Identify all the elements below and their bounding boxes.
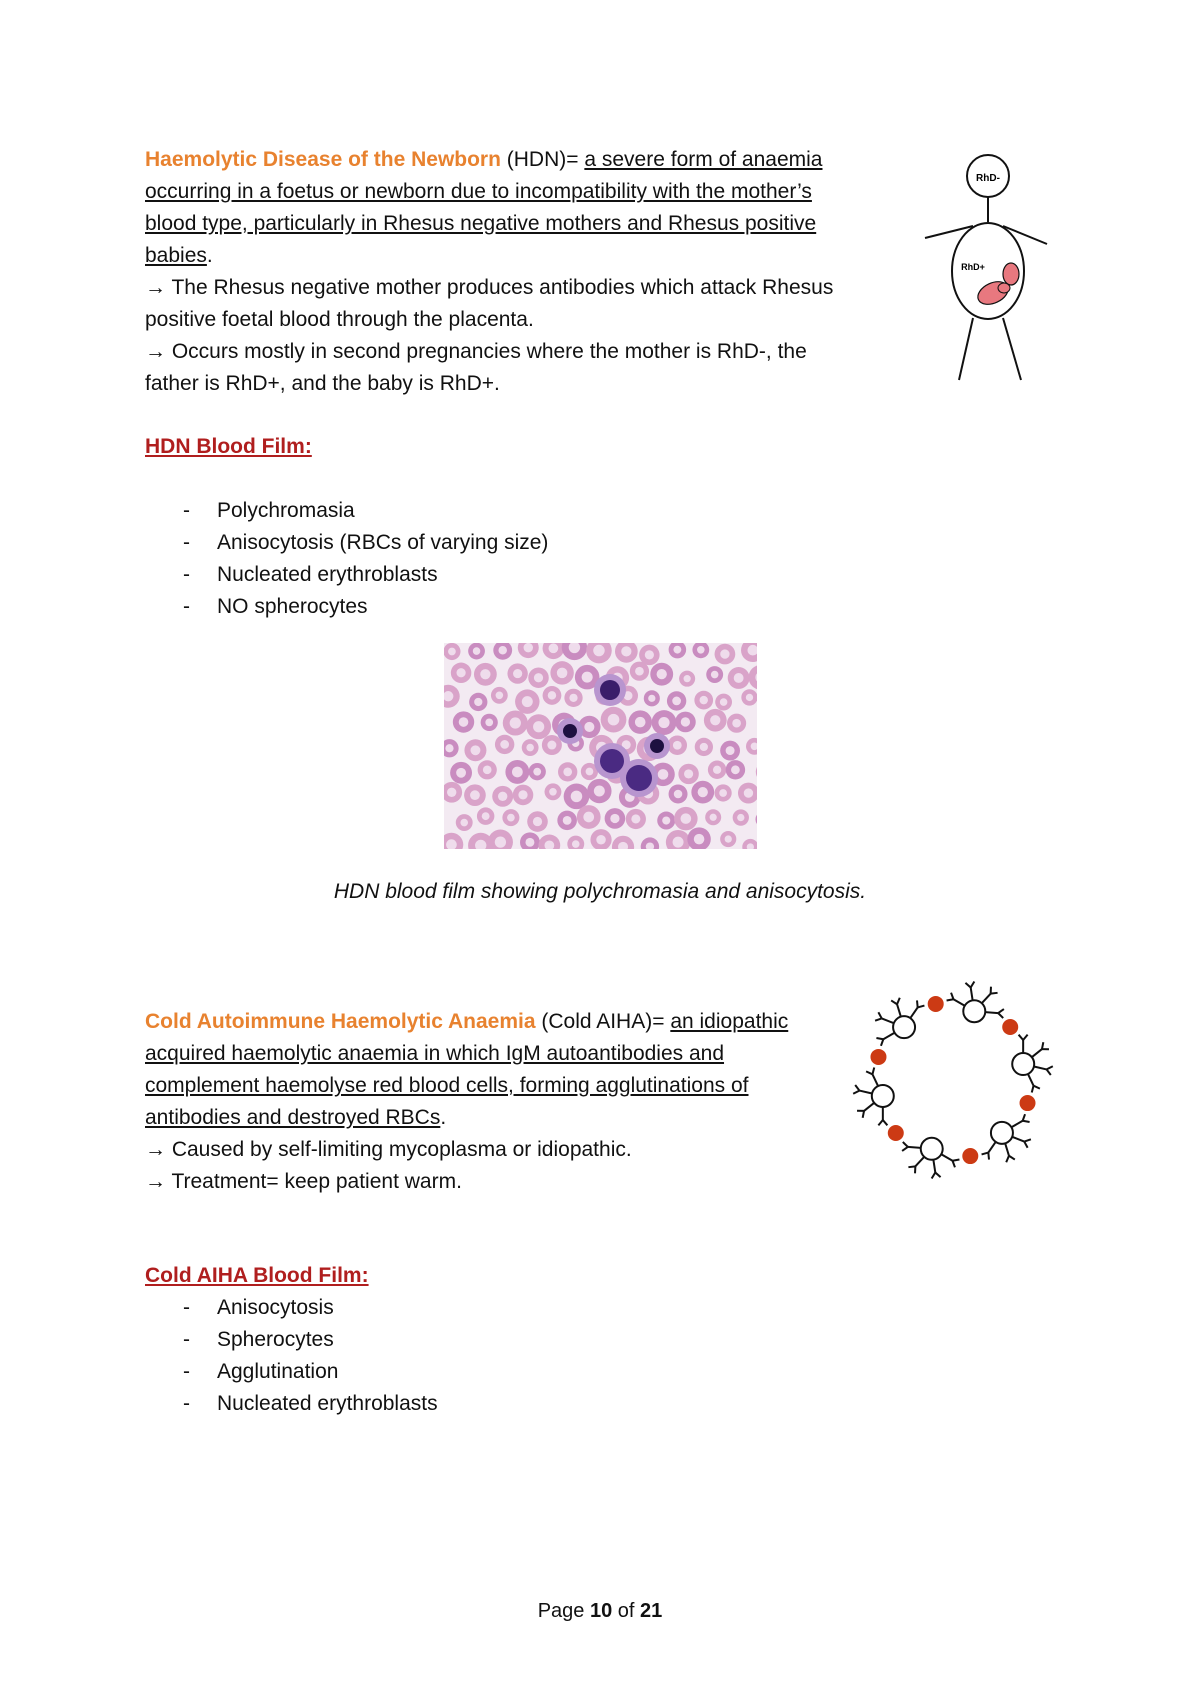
red-blood-cell-pallor xyxy=(746,694,753,701)
antibody-arm xyxy=(1028,1074,1034,1086)
red-blood-cell-pallor xyxy=(470,790,480,800)
antibody-arm xyxy=(971,982,975,988)
antibody-arm xyxy=(998,1013,1003,1018)
red-blood-cell-pallor xyxy=(498,646,506,654)
antibody-arm xyxy=(947,999,954,1000)
red-blood-cell-pallor xyxy=(563,768,572,777)
red-blood-cell-pallor xyxy=(456,668,465,677)
cold-def-line: antibodies and destroyed RBCs xyxy=(145,1106,441,1129)
antibody-arm xyxy=(859,1091,872,1094)
head-label: RhD- xyxy=(976,173,1000,184)
hdn-film-heading: HDN Blood Film: xyxy=(145,435,312,458)
red-blood-cell-pallor xyxy=(549,643,559,653)
red-blood-cell-pallor xyxy=(473,647,481,655)
red-blood-cell-pallor xyxy=(445,744,453,752)
hdn-point: → Occurs mostly in second pregnancies where the mother is RhD-, the xyxy=(145,340,807,363)
red-blood-cell-pallor xyxy=(480,669,490,679)
erythroblast-nucleus xyxy=(600,680,620,700)
red-blood-cell-pallor xyxy=(563,816,572,825)
antibody-arm xyxy=(855,1085,859,1091)
red-blood-cell-pallor xyxy=(720,698,728,706)
hdn-def-line: blood type, particularly in Rhesus negative mothers and Rhesus positive xyxy=(145,212,817,235)
red-blood-cell-pallor xyxy=(483,765,492,774)
red-blood-cell-pallor xyxy=(533,768,541,776)
cold-point: → Treatment= keep patient warm. xyxy=(145,1170,462,1193)
red-blood-cell-pallor xyxy=(456,768,466,778)
hdn-film-list xyxy=(145,495,548,623)
antibody-arm xyxy=(932,1173,936,1179)
pregnancy-diagram xyxy=(915,148,1055,388)
red-blood-cell-pallor xyxy=(507,814,515,822)
red-blood-cell-pallor xyxy=(672,697,681,706)
red-blood-cell-pallor xyxy=(648,695,655,702)
red-blood-cell-pallor xyxy=(470,745,480,755)
red-blood-cell-pallor xyxy=(673,646,681,654)
hdn-def-period: . xyxy=(206,244,213,267)
cold-point: → Caused by self-limiting mycoplasma or idiopathic. xyxy=(145,1138,632,1161)
red-blood-cell-pallor xyxy=(674,790,683,799)
red-blood-cell-pallor xyxy=(522,696,533,707)
complement-dot xyxy=(888,1125,904,1141)
antibody-arm xyxy=(908,1147,921,1148)
red-blood-cell-pallor xyxy=(525,838,534,847)
antibody-arm xyxy=(953,999,964,1005)
agglutination-diagram xyxy=(848,975,1058,1185)
list-item: - NO spherocytes xyxy=(183,595,368,618)
red-blood-cell-pallor xyxy=(608,714,620,726)
antibody-arm xyxy=(953,1159,960,1160)
hdn-def-line: babies xyxy=(145,244,207,267)
antibody-arm xyxy=(902,1147,908,1151)
antibody-arm xyxy=(875,1018,882,1020)
red-blood-cell-pallor xyxy=(681,813,692,824)
antibody-arm xyxy=(878,1012,881,1018)
antibody-arm xyxy=(991,993,998,994)
red-blood-cell-pallor xyxy=(510,717,521,728)
red-blood-cell-pallor xyxy=(583,812,594,823)
antibody-arm xyxy=(982,994,991,1004)
hdn-film-section xyxy=(145,431,312,463)
red-blood-cell-pallor xyxy=(645,650,654,659)
red-blood-cell-pallor xyxy=(658,717,669,728)
red-blood-cell-pallor xyxy=(635,667,644,676)
antibody-arm xyxy=(917,1000,918,1007)
red-blood-cell-pallor xyxy=(713,766,721,774)
antibody-arm xyxy=(878,1120,882,1125)
red-blood-cell-pallor xyxy=(700,696,708,704)
antibody-arm xyxy=(918,1006,925,1008)
red-blood-cell-pallor xyxy=(512,767,523,778)
antibody-arm xyxy=(883,1120,888,1125)
antibody-arm xyxy=(988,1142,995,1153)
antibody-arm xyxy=(1024,1139,1031,1141)
antibody-arm xyxy=(971,987,973,1000)
list-item: - Agglutination xyxy=(183,1360,339,1383)
antibody-arm xyxy=(872,1068,874,1075)
antibody-arm xyxy=(1005,1143,1009,1155)
antibody-arm xyxy=(897,998,900,1004)
list-item: - Anisocytosis (RBCs of varying size) xyxy=(183,531,549,554)
antibody-arm xyxy=(1032,1086,1034,1093)
antibody-arm xyxy=(1032,1049,1042,1057)
red-blood-cell-pallor xyxy=(635,717,646,728)
erythroblast-nucleus xyxy=(563,724,577,738)
antibody-arm xyxy=(953,1161,955,1168)
red-blood-cell-pallor xyxy=(594,786,605,797)
antibody-arm xyxy=(1034,1067,1047,1070)
hdn-abbr: (HDN)= xyxy=(500,148,585,171)
red-blood-cell-pallor xyxy=(485,719,493,727)
antibody-arm xyxy=(866,1071,872,1074)
red-blood-cell-pallor xyxy=(719,789,727,797)
cold-film-heading: Cold AIHA Blood Film: xyxy=(145,1264,369,1287)
rbc-circle xyxy=(872,1085,894,1107)
antibody-arm xyxy=(982,1153,989,1155)
antibody-arm xyxy=(1012,1137,1024,1142)
red-blood-cell-pallor xyxy=(513,669,522,678)
red-blood-cell-pallor xyxy=(744,788,753,797)
page-footer: Page 10 of 21 xyxy=(537,1600,663,1622)
cold-aiha-definition xyxy=(145,1006,825,1198)
page-total: 21 xyxy=(640,1600,663,1622)
red-blood-cell-pallor xyxy=(732,719,741,728)
cold-aiha-abbr: (Cold AIHA)= xyxy=(535,1010,671,1033)
body-label: RhD+ xyxy=(961,262,985,272)
antibody-arm xyxy=(935,1173,940,1178)
red-blood-cell-pallor xyxy=(533,721,544,732)
red-blood-cell-pallor xyxy=(731,765,740,774)
antibody-arm xyxy=(897,1004,901,1016)
red-blood-cell-pallor xyxy=(737,814,744,821)
hdn-film-caption: HDN blood film showing polychromasia and anisocytosis. xyxy=(333,880,867,903)
antibody-arm xyxy=(998,1009,1004,1013)
red-blood-cell-pallor xyxy=(447,788,456,797)
antibody-arm xyxy=(933,1160,935,1173)
red-blood-cell-pallor xyxy=(725,835,732,842)
hdn-point: positive foetal blood through the placenta. xyxy=(145,308,534,331)
list-item: - Polychromasia xyxy=(183,499,355,522)
cold-def-line: acquired haemolytic anaemia in which IgM autoantibodies and xyxy=(145,1042,725,1065)
red-blood-cell-pallor xyxy=(547,741,556,750)
antibody-arm xyxy=(1047,1066,1053,1069)
complement-dot xyxy=(870,1049,886,1065)
antibody-arm xyxy=(985,1012,998,1013)
antibody-arm xyxy=(910,1007,917,1018)
antibody-arm xyxy=(1024,1142,1027,1148)
red-blood-cell-pallor xyxy=(460,819,468,827)
antibody-arm xyxy=(864,1103,874,1111)
antibody-arm xyxy=(881,1039,883,1046)
red-blood-cell-pallor xyxy=(658,769,669,780)
red-blood-cell-pallor xyxy=(684,675,691,682)
page-current: 10 xyxy=(589,1600,613,1622)
red-blood-cell-pallor xyxy=(571,791,583,803)
erythroblast-nucleus xyxy=(650,739,664,753)
red-blood-cell-pallor xyxy=(610,814,619,823)
red-blood-cell-pallor xyxy=(572,840,580,848)
hdn-point: father is RhD+, and the baby is RhD+. xyxy=(145,372,500,395)
rbc-circle xyxy=(1012,1053,1034,1075)
red-blood-cell-pallor xyxy=(694,834,705,845)
red-blood-cell-pallor xyxy=(657,669,667,679)
antibody-arm xyxy=(965,983,970,988)
red-blood-cell-pallor xyxy=(549,788,557,796)
complement-dot xyxy=(1002,1019,1018,1035)
red-blood-cell-pallor xyxy=(496,692,504,700)
red-blood-cell-pallor xyxy=(593,645,605,657)
red-blood-cell-pallor xyxy=(459,717,469,727)
red-blood-cell-pallor xyxy=(526,744,534,752)
antibody-arm xyxy=(872,1074,878,1086)
rbc-circle xyxy=(893,1016,915,1038)
list-item: - Spherocytes xyxy=(183,1328,334,1351)
red-blood-cell-pallor xyxy=(734,673,744,683)
red-blood-cell-pallor xyxy=(711,671,719,679)
red-blood-cell-pallor xyxy=(534,673,543,682)
cold-def-line: an idiopathic xyxy=(670,1010,789,1033)
rbc-circle xyxy=(963,1000,985,1022)
antibody-arm xyxy=(988,1153,989,1160)
antibody-arm xyxy=(1023,1121,1030,1122)
antibody-arm xyxy=(908,1166,915,1167)
complement-dot xyxy=(1020,1095,1036,1111)
hdn-point: → The Rhesus negative mother produces antibodies which attack Rhesus xyxy=(145,276,834,299)
red-blood-cell-pallor xyxy=(726,746,735,755)
hdn-def-line: occurring in a foetus or newborn due to incompatibility with the mother’s xyxy=(145,180,812,203)
red-blood-cell-pallor xyxy=(720,649,729,658)
red-blood-cell-pallor xyxy=(548,691,556,699)
red-blood-cell-pallor xyxy=(569,694,577,702)
list-item: - Nucleated erythroblasts xyxy=(183,1392,438,1415)
complement-dot xyxy=(962,1148,978,1164)
antibody-arm xyxy=(1023,1114,1025,1121)
red-blood-cell-pallor xyxy=(586,768,594,776)
antibody-arm xyxy=(891,1000,897,1004)
cold-film-section xyxy=(145,1260,369,1292)
red-blood-cell-pallor xyxy=(710,814,717,821)
antibody-arm xyxy=(876,1038,883,1039)
hdn-definition xyxy=(145,144,905,400)
red-blood-cell-pallor xyxy=(584,722,594,732)
red-blood-cell-pallor xyxy=(697,646,705,654)
red-blood-cell-pallor xyxy=(533,817,542,826)
red-blood-cell-pallor xyxy=(673,837,684,848)
rbc-circle xyxy=(991,1122,1013,1144)
cold-def-line: complement haemolyse red blood cells, forming agglutinations of xyxy=(145,1074,749,1097)
red-blood-cell-pallor xyxy=(495,836,506,847)
list-item: - Nucleated erythroblasts xyxy=(183,563,438,586)
antibody-arm xyxy=(1011,1121,1022,1128)
red-blood-cell-pallor xyxy=(448,648,456,656)
red-blood-cell-pallor xyxy=(681,717,690,726)
complement-dot xyxy=(928,996,944,1012)
antibody-arm xyxy=(915,1157,924,1167)
antibody-arm xyxy=(1006,1156,1009,1162)
hdn-def-line: a severe form of anaemia xyxy=(584,148,823,171)
red-blood-cell-pallor xyxy=(700,743,708,751)
cold-def-period: . xyxy=(440,1106,447,1129)
red-blood-cell-pallor xyxy=(710,715,720,725)
red-blood-cell-pallor xyxy=(698,787,708,797)
antibody-arm xyxy=(882,1018,894,1023)
red-blood-cell-pallor xyxy=(500,740,509,749)
red-blood-cell-pallor xyxy=(482,812,490,820)
antibody-arm xyxy=(1009,1156,1015,1160)
erythroblast-nucleus xyxy=(600,749,624,773)
red-blood-cell-pallor xyxy=(673,741,682,750)
red-blood-cell-pallor xyxy=(518,790,527,799)
antibody-arm xyxy=(1047,1069,1051,1075)
antibody-arm xyxy=(1023,1035,1027,1040)
antibody-arm xyxy=(1042,1042,1043,1049)
red-blood-cell-pallor xyxy=(662,816,670,824)
antibody-arm xyxy=(883,1033,894,1040)
antibody-arm xyxy=(951,993,953,1000)
hdn-term: Haemolytic Disease of the Newborn xyxy=(145,148,501,171)
antibody-arm xyxy=(1019,1035,1024,1040)
red-blood-cell-pallor xyxy=(596,835,606,845)
antibody-arm xyxy=(1034,1086,1040,1089)
antibody-arm xyxy=(863,1111,864,1118)
red-blood-cell-pallor xyxy=(582,672,593,683)
red-blood-cell-pallor xyxy=(631,814,640,823)
red-blood-cell-pallor xyxy=(557,668,568,679)
red-blood-cell-pallor xyxy=(498,792,507,801)
list-item: - Anisocytosis xyxy=(183,1296,334,1319)
red-blood-cell-pallor xyxy=(474,698,482,706)
antibody-arm xyxy=(941,1154,952,1160)
antibody-arm xyxy=(853,1091,859,1094)
antibody-arm xyxy=(903,1142,908,1147)
erythroblast-nucleus xyxy=(626,765,652,791)
red-blood-cell-pallor xyxy=(684,769,693,778)
cold-film-list xyxy=(145,1292,438,1420)
red-blood-cell-pallor xyxy=(621,646,631,656)
hdn-blood-film-image xyxy=(444,643,757,849)
rbc-circle xyxy=(921,1138,943,1160)
red-blood-cell-pallor xyxy=(524,643,533,652)
cold-aiha-term: Cold Autoimmune Haemolytic Anaemia xyxy=(145,1010,536,1033)
